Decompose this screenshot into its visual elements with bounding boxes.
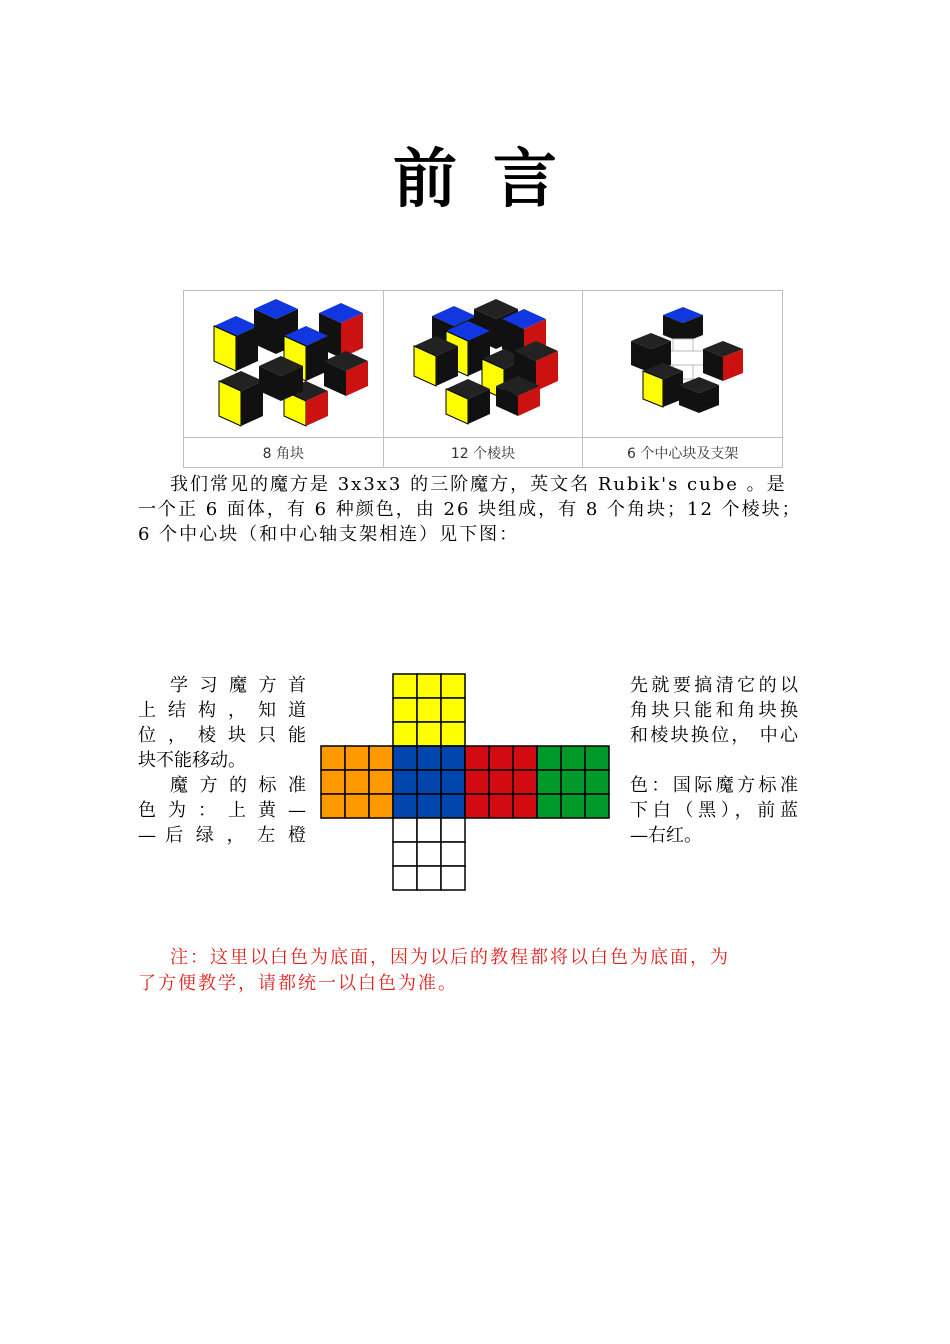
net-sticker-back xyxy=(561,794,585,818)
net-sticker-front xyxy=(393,794,417,818)
net-sticker-down xyxy=(441,842,465,866)
caption-centers: 6 个中心块及支架 xyxy=(627,445,739,462)
net-sticker-right xyxy=(489,794,513,818)
net-sticker-right xyxy=(489,746,513,770)
net-sticker-right xyxy=(465,770,489,794)
net-sticker-front xyxy=(417,794,441,818)
net-sticker-up xyxy=(393,698,417,722)
net-sticker-left xyxy=(345,746,369,770)
text-line: — 后 绿 ， 左 橙 xyxy=(138,825,306,846)
net-sticker-right xyxy=(465,746,489,770)
net-sticker-front xyxy=(417,770,441,794)
intro-line: 6 个中心块（和中心轴支架相连）见下图： xyxy=(138,524,520,545)
net-sticker-up xyxy=(441,674,465,698)
net-sticker-right xyxy=(465,794,489,818)
text-line: 角块只能和角块换 xyxy=(630,700,798,721)
net-sticker-right xyxy=(513,770,537,794)
net-sticker-back xyxy=(537,770,561,794)
net-sticker-up xyxy=(417,674,441,698)
net-sticker-back xyxy=(585,794,609,818)
text-line: 魔 方 的 标 准 xyxy=(170,775,306,796)
net-sticker-front xyxy=(441,770,465,794)
net-sticker-up xyxy=(393,674,417,698)
net-sticker-back xyxy=(561,746,585,770)
net-sticker-down xyxy=(417,842,441,866)
text-line: 先就要搞清它的以 xyxy=(630,675,798,696)
net-sticker-right xyxy=(513,794,537,818)
net-sticker-up xyxy=(441,698,465,722)
net-sticker-down xyxy=(393,866,417,890)
text-line: 块不能移动。 xyxy=(138,750,246,771)
net-sticker-down xyxy=(393,818,417,842)
net-sticker-front xyxy=(417,746,441,770)
net-sticker-down xyxy=(441,866,465,890)
text-line: 下白（黑），前蓝 xyxy=(630,800,798,821)
note-paragraph xyxy=(138,945,806,997)
net-sticker-back xyxy=(585,770,609,794)
net-sticker-left xyxy=(345,794,369,818)
net-sticker-down xyxy=(393,842,417,866)
net-sticker-left xyxy=(321,746,345,770)
net-sticker-down xyxy=(417,818,441,842)
net-sticker-right xyxy=(489,770,513,794)
net-sticker-back xyxy=(585,746,609,770)
net-sticker-front xyxy=(393,770,417,794)
net-sticker-left xyxy=(321,794,345,818)
net-sticker-left xyxy=(321,770,345,794)
intro-line: 我们常见的魔方是 3x3x3 的三阶魔方，英文名 Rubik's cube 。是 xyxy=(170,474,787,495)
text-line: 上 结 构 ， 知 道 xyxy=(138,700,306,721)
net-sticker-front xyxy=(393,746,417,770)
net-sticker-front xyxy=(441,746,465,770)
net-sticker-up xyxy=(417,698,441,722)
net-sticker-down xyxy=(441,818,465,842)
net-sticker-down xyxy=(417,866,441,890)
intro-line: 一个正 6 面体，有 6 种颜色，由 26 块组成，有 8 个角块；12 个棱块； xyxy=(138,499,802,520)
page-title: 前言 xyxy=(393,142,593,217)
net-sticker-back xyxy=(537,746,561,770)
net-sticker-left xyxy=(369,746,393,770)
text-line: 和棱块换位， 中心 xyxy=(630,725,798,746)
caption-edges: 12 个棱块 xyxy=(450,445,516,462)
net-sticker-up xyxy=(441,722,465,746)
net-sticker-left xyxy=(345,770,369,794)
text-line: 色 为 ： 上 黄 — xyxy=(138,800,306,821)
note-line: 注：这里以白色为底面，因为以后的教程都将以白色为底面，为 xyxy=(170,947,730,968)
net-sticker-left xyxy=(369,794,393,818)
note-line: 了方便教学，请都统一以白色为准。 xyxy=(138,973,458,994)
net-sticker-up xyxy=(417,722,441,746)
net-sticker-back xyxy=(537,794,561,818)
net-sticker-left xyxy=(369,770,393,794)
text-line: 学 习 魔 方 首 xyxy=(170,675,306,696)
text-line: 位 ， 棱 块 只 能 xyxy=(138,725,306,746)
caption-corners: 8 角块 xyxy=(262,445,305,462)
net-sticker-right xyxy=(513,746,537,770)
text-line: 色：国际魔方标准 xyxy=(630,775,798,796)
net-sticker-up xyxy=(393,722,417,746)
text-line: —右红。 xyxy=(630,825,702,846)
net-sticker-front xyxy=(441,794,465,818)
net-sticker-back xyxy=(561,770,585,794)
